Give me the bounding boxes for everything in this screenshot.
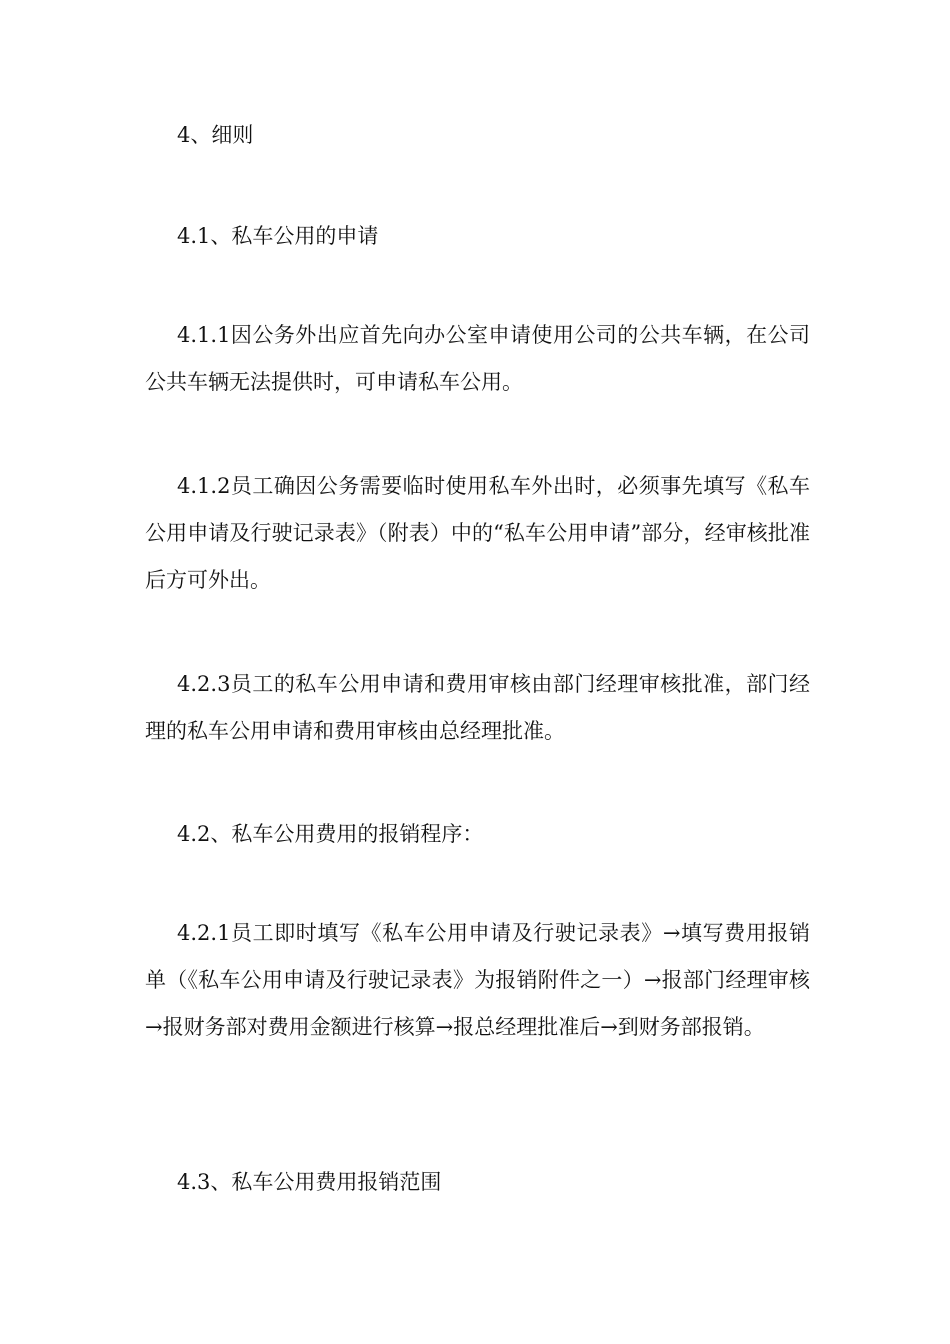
section-heading-4: 4、细则 <box>177 123 254 147</box>
section-heading-4-1: 4.1、私车公用的申请 <box>177 224 379 248</box>
paragraph-4-1-1: 4.1.1因公务外出应首先向办公室申请使用公司的公共车辆，在公司公共车辆无法提供时，可申请私车公用。 <box>145 323 810 394</box>
paragraph-4-1-2: 4.1.2员工确因公务需要临时使用私车外出时，必须事先填写《私车公用申请及行驶记录表》（附表）中的“私车公用申请”部分，经审核批准后方可外出。 <box>145 474 810 592</box>
paragraph-4-2-1: 4.2.1员工即时填写《私车公用申请及行驶记录表》→填写费用报销单（《私车公用申请及行驶记录表》为报销附件之一）→报部门经理审核→报财务部对费用金额进行核算→报总经理批准后→到财务部报销。 <box>145 921 810 1039</box>
section-heading-4-3: 4.3、私车公用费用报销范围 <box>177 1170 442 1194</box>
section-heading-4-2: 4.2、私车公用费用的报销程序： <box>177 822 484 846</box>
paragraph-4-2-3: 4.2.3员工的私车公用申请和费用审核由部门经理审核批准，部门经理的私车公用申请和费用审核由总经理批准。 <box>145 672 810 743</box>
